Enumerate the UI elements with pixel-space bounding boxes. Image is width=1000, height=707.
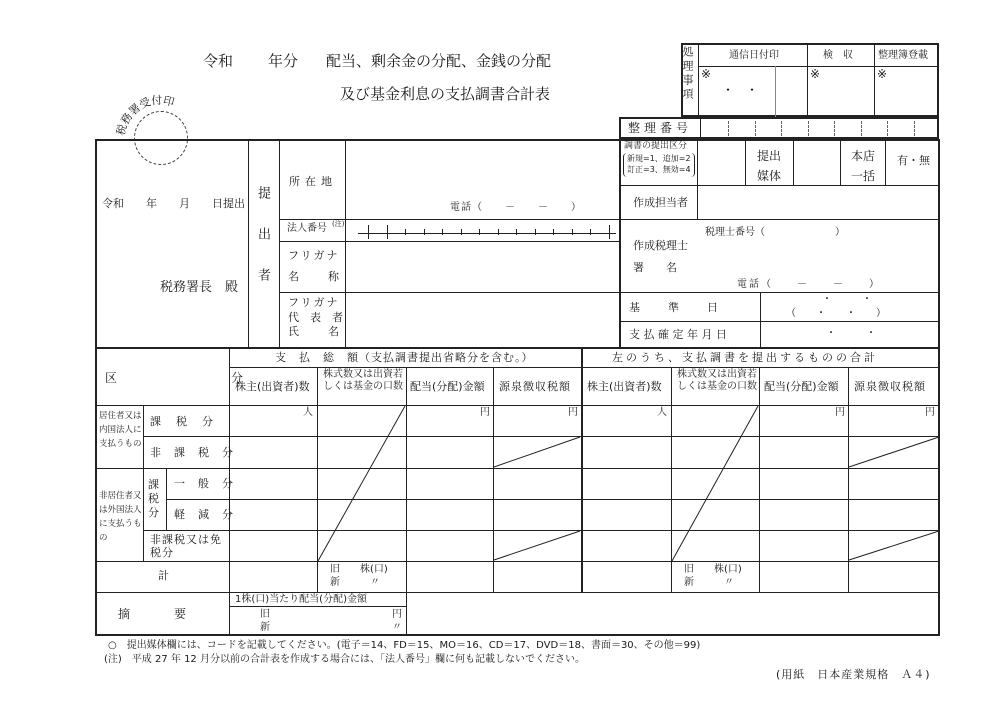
processing-label: 処理事項 [681, 46, 694, 102]
summary-label: 摘 要 [118, 607, 189, 621]
media-label: 提出媒体 [757, 149, 782, 183]
seiri-digit-divider [914, 121, 916, 136]
mark-2: ※ [810, 67, 821, 81]
col-shareholders-1: 株主(出資者)数 [235, 380, 310, 393]
row-keigen: 軽 減 分 [174, 508, 234, 521]
corp-no-digit-divider [442, 229, 443, 235]
unit-yen-4: 円 [925, 407, 935, 418]
honten-label: 本店一括 [851, 149, 876, 183]
total-new-1: 新 〃 [330, 577, 380, 588]
col-tax-1: 源泉徴収税額 [499, 380, 571, 393]
rep-furigana-label: フリガナ [288, 296, 340, 309]
corp-no-note: (注) [332, 220, 345, 228]
col-tax-2: 源泉徴収税額 [854, 380, 926, 393]
corp-no-digit-divider [516, 229, 517, 235]
unit-person-1: 人 [303, 407, 313, 418]
col-dividend-2: 配当(分配)金額 [764, 380, 839, 393]
base-date-label: 基 準 日 [629, 301, 720, 314]
note-2: (注) 平成 27 年 12 月分以前の合計表を作成する場合には、「法人番号」欄に何も記載しないでください。 [104, 654, 585, 665]
per-share-label: 1株(口)当たり配当(分配)金額 [235, 594, 367, 605]
corp-no-baseline [358, 233, 616, 234]
rep-label-1: 代表者 [288, 311, 354, 324]
col-shares-2: 株式数又は出資若しくは基金の口数 [677, 369, 757, 392]
office-name: 税務署長 殿 [160, 280, 239, 295]
corp-no-digit-divider [609, 225, 610, 239]
pay-dots: ・ ・ [826, 328, 876, 339]
seiri-digit-divider [834, 121, 836, 136]
kubun-title: 調書の提出区分 [624, 141, 688, 151]
summary-new: 新 [260, 622, 270, 633]
pay-date-label: 支 払 確 定 年 月 日 [629, 328, 727, 341]
total-old-2: 旧 株(口) [684, 564, 742, 575]
col-dividend-1: 配当(分配)金額 [410, 380, 485, 393]
row-total: 計 [158, 569, 169, 582]
seiri-digit-divider [808, 121, 810, 136]
kubun-line2: 訂正=3、無効=4 [627, 165, 691, 174]
unit-person-2: 人 [657, 407, 667, 418]
corp-no-digit-divider [590, 229, 591, 235]
resident-group-label: 居住者又は内国法人に支払うもの [99, 411, 142, 449]
note-1: ○ 提出媒体欄には、コードを記載してください。(電子＝14、FD＝15、MO＝16、CD＝17、DVD＝18、書面＝30、その他＝99) [108, 640, 701, 651]
corp-no-digit-divider [553, 229, 554, 235]
mark-3: ※ [877, 67, 888, 81]
corp-no-digit-divider [405, 229, 406, 235]
unit-yen-2: 円 [568, 407, 578, 418]
stamp-label: 税務署受付印 [114, 93, 176, 137]
processing-h1: 通信日付印 [729, 50, 779, 61]
corp-no-label: 法人番号 [287, 223, 327, 234]
seiri-digit-divider [887, 121, 889, 136]
tax-accountant-label: 作成税理士 [633, 239, 688, 252]
row-hikazei: 非 課 税 分 [150, 446, 234, 459]
tax-no-label: 税理士番号（ ） [705, 227, 845, 238]
corp-no-digit-divider [461, 229, 462, 235]
nonresident-group-label: 非居住者又は外国法人に支払うもの [99, 491, 142, 543]
furigana-label: フリガナ [288, 249, 340, 262]
corp-no-digit-divider [479, 229, 480, 235]
corp-no-digit-divider [498, 229, 499, 235]
tax-sign-label: 署 名 [633, 261, 677, 274]
total-new-2: 新 〃 [684, 577, 734, 588]
rep-label-2: 氏名 [288, 325, 368, 338]
summary-old: 旧 [260, 609, 270, 620]
submitter-label: 提出者 [255, 186, 270, 309]
paper-spec: (用紙 日本産業規格 Ａ４) [776, 668, 931, 681]
col-shares-1: 株式数又は出資若しくは基金の口数 [323, 369, 403, 392]
col-shareholders-2: 株主(出資者)数 [587, 380, 662, 393]
row-kazei: 課 税 分 [150, 415, 215, 428]
unit-yen-3: 円 [835, 407, 845, 418]
base-dots-1: ・ ・ [822, 294, 872, 305]
total-header: 支 払 総 額（支払調書提出省略分を含む。） [275, 351, 534, 364]
seiri-digit-divider [861, 121, 863, 136]
kubun-line1: 新規=1、追加=2 [627, 154, 691, 163]
row-hikazei-menzei: 非課税又は免税分 [150, 533, 222, 559]
processing-h2: 検 収 [823, 50, 853, 61]
kazei-group-label: 課税分 [148, 478, 159, 519]
sub-header: 左のうち、支払調書を提出するものの合計 [612, 351, 878, 364]
umu-label: 有・無 [897, 154, 930, 167]
corp-no-digit-divider [572, 229, 573, 235]
corp-no-digit-divider [535, 229, 536, 235]
title-line2: 及び基金利息の支払調書合計表 [340, 85, 551, 103]
corp-no-digit-divider [424, 229, 425, 235]
row-ippan: 一 般 分 [174, 477, 234, 490]
kubun-header: 区 分 [105, 371, 250, 385]
summary-yen: 円 [392, 609, 402, 620]
title-year: 年分 [268, 52, 299, 70]
seiri-digit-divider [781, 121, 783, 136]
title-line1: 配当、剰余金の分配、金銭の分配 [326, 52, 552, 70]
seiri-bango-label: 整理番号 [628, 121, 693, 135]
creator-label: 作成担当者 [633, 196, 688, 209]
name-label: 名称 [288, 270, 368, 283]
submitter-phone: 電話（ － － ） [450, 202, 582, 213]
title-era: 令和 [203, 52, 234, 70]
summary-ditto: 〃 [392, 622, 402, 633]
mark-1: ※ [701, 67, 712, 81]
address-label: 所在地 [289, 175, 337, 188]
corp-no-digit-divider [368, 225, 369, 239]
corp-no-digit-divider [387, 225, 388, 239]
processing-date-dots: ・ ・ [722, 83, 759, 97]
submission-date: 令和 年 月 日提出 [102, 197, 245, 210]
unit-yen-1: 円 [480, 407, 490, 418]
seiri-digit-divider [755, 121, 757, 136]
processing-h3: 整理簿登載 [878, 50, 928, 61]
base-dots-2: （ ・ ・ ） [786, 308, 886, 319]
total-old-1: 旧 株(口) [330, 564, 388, 575]
tax-phone: 電話（ － － ） [737, 279, 881, 290]
seiri-digit-divider [728, 121, 730, 136]
